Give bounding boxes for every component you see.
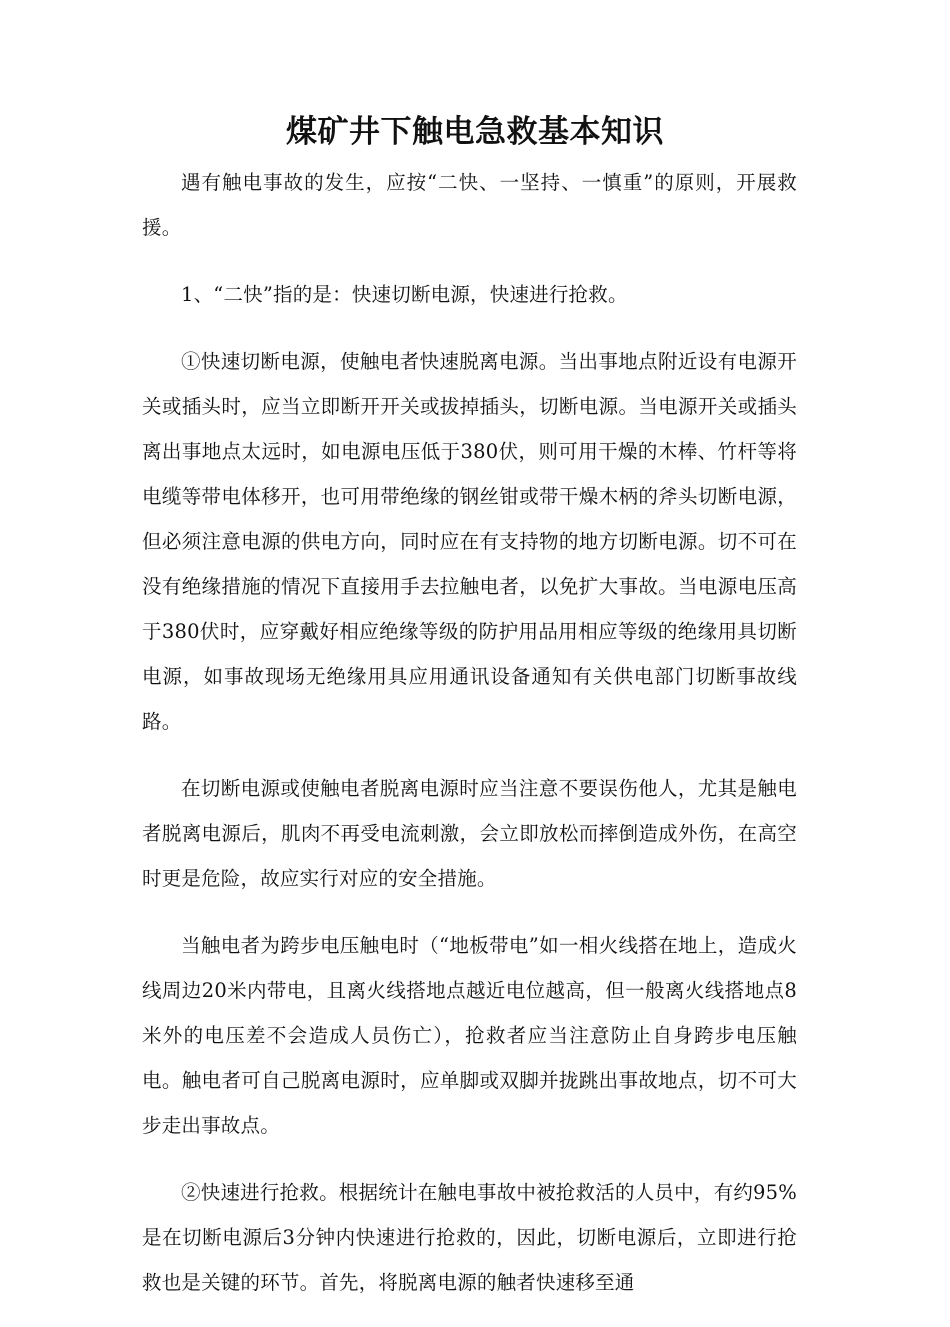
paragraph-cut-power: ①快速切断电源，使触电者快速脱离电源。当出事地点附近设有电源开关或插头时，应当立即断开开关或拔掉插头，切断电源。当电源开关或插头离出事地点太远时，如电源电压低于380伏，则可用干燥的木棒、竹杆等将电缆等带电体移开，也可用带绝缘的钢丝钳或带干燥木柄的斧头切断电源，但必须注意电源的供电方向，同时应在有支持物的地方切断电源。切不可在没有绝缘措施的情况下直接用手去拉触电者，以免扩大事故。当电源电压高于380伏时，应穿戴好相应绝缘等级的防护用品用相应等级的绝缘用具切断电源，如事故现场无绝缘用具应用通讯设备通知有关供电部门切断事故线路。 bbox=[142, 350, 797, 733]
document-title: 煤矿井下触电急救基本知识 bbox=[286, 114, 664, 150]
paragraph-two-quick: 1、“二快”指的是：快速切断电源，快速进行抢救。 bbox=[181, 283, 628, 306]
paragraph-step-voltage: 当触电者为跨步电压触电时（“地板带电”如一相火线搭在地上，造成火线周边20米内带电，且离火线搭地点越近电位越高，但一般离火线搭地点8米外的电压差不会造成人员伤亡），抢救者应当注意防止自身跨步电压触电。触电者可自己脱离电源时，应单脚或双脚并拢跳出事故地点，切不可大步走出事故点。 bbox=[142, 934, 797, 1137]
paragraph-intro: 遇有触电事故的发生，应按“二快、一坚持、一慎重”的原则，开展救援。 bbox=[142, 171, 797, 239]
paragraph-avoid-injury: 在切断电源或使触电者脱离电源时应当注意不要误伤他人，尤其是触电者脱离电源后，肌肉不再受电流刺激，会立即放松而摔倒造成外伤，在高空时更是危险，故应实行对应的安全措施。 bbox=[142, 777, 797, 890]
paragraph-rescue: ②快速进行抢救。根据统计在触电事故中被抢救活的人员中，有约95%是在切断电源后3分钟内快速进行抢救的，因此，切断电源后，立即进行抢救也是关键的环节。首先，将脱离电源的触者快速移至通 bbox=[142, 1181, 797, 1294]
document-body bbox=[142, 160, 797, 1327]
